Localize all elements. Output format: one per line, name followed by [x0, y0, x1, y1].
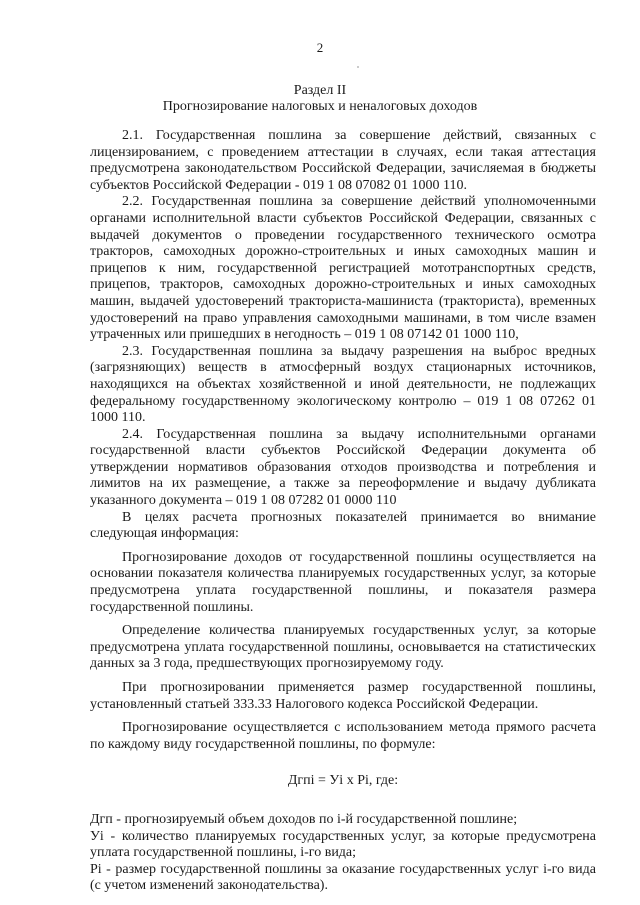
- paragraph-fee-size: При прогнозировании применяется размер государственной пошлины, установленный статьей 333.33 Налогового кодекса Российской Федерации.: [90, 680, 596, 712]
- definition-ui: Уi - количество планируемых государственных услуг, за которые предусмотрена уплата государственной пошлины, i-го вида;: [90, 828, 596, 861]
- scan-speck: [357, 66, 359, 68]
- definition-ri: Рi - размер государственной пошлины за оказание государственных услуг i-го вида (с учетом изменений законодательства).: [90, 861, 596, 894]
- paragraph-2-4: 2.4. Государственная пошлина за выдачу исполнительными органами государственной власти субъектов Российской Федерации документа об утверждении нормативов образования отходов производства и потребления и лимитов на их размещение, а также за переоформление и выдачу дубликата указанного документа – 019 1 08 07282 01 0000 110: [90, 426, 596, 509]
- paragraph-2-3: 2.3. Государственная пошлина за выдачу разрешения на выброс вредных (загрязняющих) веществ в атмосферный воздух стационарных источников, находящихся на объектах хозяйственной и иной деятельности, не подлежащих федеральному государственному экологическому контролю – 019 1 08 07262 01 1000 110.: [90, 343, 596, 426]
- paragraph-service-count: Определение количества планируемых государственных услуг, за которые предусмотрена уплата государственной пошлины, основывается на статистических данных за 3 года, предшествующих прогнозируемому году.: [90, 623, 596, 672]
- paragraph-2-1: 2.1. Государственная пошлина за совершение действий, связанных с лицензированием, с проведением аттестации в случаях, если такая аттестация предусмотрена законодательством Российской Федерации, зачисляемая в бюджеты субъектов Российской Федерации - 019 1 08 07082 01 1000 110.: [90, 128, 596, 193]
- paragraph-2-2: 2.2. Государственная пошлина за совершение действий уполномоченными органами исполнительной власти субъектов Российской Федерации, связанных с выдачей документов о проведении государственного технического осмотра тракторов, самоходных дорожно-строительных и иных самоходных машин и прицепов к ним, государственной регистрацией мототранспортных средств, прицепов, тракторов, самоходных дорожно-строительных и иных самоходных машин, выдачей удостоверений тракториста-машиниста (тракториста), временных удостоверений на право управления самоходными машинами, в том числе взамен утраченных или пришедших в негодность – 019 1 08 07142 01 1000 110,: [90, 194, 596, 343]
- definition-dgp: Дгп - прогнозируемый объем доходов по i-й государственной пошлине;: [90, 811, 518, 827]
- page-number: 2: [316, 40, 324, 55]
- paragraph-info-intro: В целях расчета прогнозных показателей принимается во внимание следующая информация:: [90, 509, 596, 542]
- section-body: [90, 128, 596, 895]
- paragraph-forecast-basis: Прогнозирование доходов от государственной пошлины осуществляется на основании показателя количества планируемых государственных услуг, за которые предусмотрена уплата государственной пошлины, и показателя размера государственной пошлины.: [90, 549, 596, 615]
- section-subtitle: Прогнозирование налоговых и неналоговых доходов: [162, 99, 478, 114]
- section-title: Раздел II: [293, 83, 347, 98]
- paragraph-method: Прогнозирование осуществляется с использованием метода прямого расчета по каждому виду государственной пошлины, по формуле:: [90, 720, 596, 752]
- formula: Дгпi = Уi х Рi, где:: [287, 773, 399, 789]
- definitions-list: [90, 812, 596, 895]
